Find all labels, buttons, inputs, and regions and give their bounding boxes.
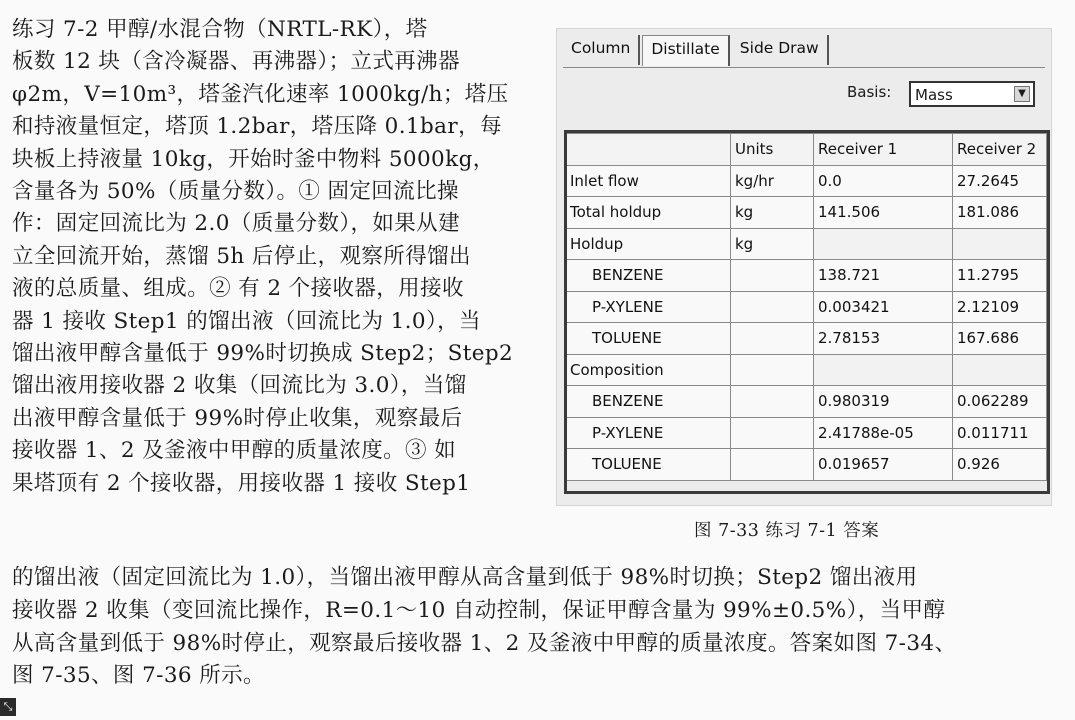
basis-select-value: Mass (915, 86, 953, 104)
value-cell[interactable]: 0.0 (814, 165, 953, 197)
unit-cell (731, 260, 814, 292)
text-line: 作：固定回流比为 2.0（质量分数），如果从建 (12, 211, 460, 237)
table-row (566, 291, 1047, 323)
table-row (566, 449, 1047, 481)
text-line: 器 1 接收 Step1 的馏出液（回流比为 1.0），当 (12, 308, 481, 334)
table-row (566, 197, 1047, 229)
table-row (566, 228, 1047, 260)
value-cell[interactable]: 181.086 (953, 197, 1047, 229)
table-row (566, 354, 1047, 386)
distillate-results-table (565, 133, 1047, 481)
tab-bar (563, 35, 831, 67)
header-cell (566, 134, 731, 166)
row-label: Composition (566, 354, 731, 386)
component-label: TOLUENE (566, 323, 731, 355)
text-line: 块板上持液量 10kg，开始时釜中物料 5000kg， (12, 146, 495, 172)
value-cell (953, 354, 1047, 386)
text-line: 接收器 1、2 及釜液中甲醇的质量浓度。③ 如 (12, 438, 457, 464)
component-label: TOLUENE (566, 449, 731, 481)
exercise-text-bottom (12, 562, 1067, 693)
value-cell[interactable]: 2.41788e-05 (814, 417, 953, 449)
text-line: 馏出液用接收器 2 收集（回流比为 3.0），当馏 (12, 373, 467, 399)
table-row (566, 323, 1047, 355)
tab-distillate[interactable]: Distillate (642, 35, 729, 66)
figure-caption: 图 7-33 练习 7-1 答案 (694, 521, 880, 541)
text-line: 液的总质量、组成。② 有 2 个接收器，用接收 (12, 276, 464, 302)
header-cell: Receiver 2 (953, 134, 1047, 166)
row-label: Total holdup (566, 197, 731, 229)
unit-cell (731, 323, 814, 355)
header-cell: Receiver 1 (814, 134, 953, 166)
tab-side-draw[interactable]: Side Draw (732, 35, 829, 65)
table-row (566, 260, 1047, 292)
unit-cell (731, 449, 814, 481)
text-line: 的馏出液（固定回流比为 1.0），当馏出液甲醇从高含量到低于 98%时切换；Step2 馏出液用 (12, 565, 918, 590)
value-cell[interactable]: 2.12109 (953, 291, 1047, 323)
value-cell[interactable]: 0.980319 (814, 386, 953, 418)
value-cell[interactable]: 2.78153 (814, 323, 953, 355)
row-label: Holdup (566, 228, 731, 260)
table-row (566, 165, 1047, 197)
value-cell[interactable]: 0.019657 (814, 449, 953, 481)
value-cell[interactable]: 141.506 (814, 197, 953, 229)
value-cell[interactable]: 0.011711 (953, 417, 1047, 449)
component-label: BENZENE (566, 386, 731, 418)
unit-cell: kg (731, 228, 814, 260)
text-line: 含量各为 50%（质量分数）。① 固定回流比操 (12, 179, 459, 205)
tab-divider (563, 67, 1045, 68)
aspen-results-screenshot (556, 28, 1052, 506)
value-cell (953, 228, 1047, 260)
text-line: 从高含量到低于 98%时停止，观察最后接收器 1、2 及釜液中甲醇的质量浓度。答案如图 7-34、 (12, 630, 957, 656)
table-row (566, 386, 1047, 418)
chevron-down-icon[interactable]: ▼ (1014, 86, 1030, 102)
unit-cell: kg (731, 197, 814, 229)
basis-label: Basis: (847, 83, 892, 101)
table-row (566, 417, 1047, 449)
text-line: 接收器 2 收集（变回流比操作，R=0.1～10 自动控制，保证甲醇含量为 99%±0.5%），当甲醇 (12, 597, 946, 623)
zoom-icon[interactable]: ⤡ (0, 698, 16, 716)
value-cell[interactable]: 27.2645 (953, 165, 1047, 197)
exercise-text-top (12, 14, 542, 500)
unit-cell (731, 417, 814, 449)
component-label: P-XYLENE (566, 417, 731, 449)
value-cell (814, 354, 953, 386)
text-line: 板数 12 块（含冷凝器、再沸器）；立式再沸器 (12, 49, 460, 75)
value-cell[interactable]: 0.926 (953, 449, 1047, 481)
unit-cell: kg/hr (731, 165, 814, 197)
unit-cell (731, 291, 814, 323)
text-line: 出液甲醇含量低于 99%时停止收集，观察最后 (12, 405, 463, 431)
value-cell (814, 228, 953, 260)
basis-select[interactable] (909, 81, 1035, 107)
text-line: 馏出液甲醇含量低于 99%时切换成 Step2；Step2 (12, 341, 514, 367)
text-line: 练习 7-2 甲醇/水混合物（NRTL-RK），塔 (12, 17, 428, 42)
text-line: 和持液量恒定，塔顶 1.2bar，塔压降 0.1bar，每 (12, 114, 502, 140)
row-label: Inlet flow (566, 165, 731, 197)
value-cell[interactable]: 138.721 (814, 260, 953, 292)
unit-cell (731, 386, 814, 418)
text-line: 图 7-35、图 7-36 所示。 (12, 663, 265, 689)
tab-column[interactable]: Column (563, 35, 640, 65)
unit-cell (731, 354, 814, 386)
value-cell[interactable]: 0.003421 (814, 291, 953, 323)
value-cell[interactable]: 11.2795 (953, 260, 1047, 292)
text-line: 立全回流开始，蒸馏 5h 后停止，观察所得馏出 (12, 243, 471, 269)
value-cell[interactable]: 0.062289 (953, 386, 1047, 418)
text-line: φ2m，V=10m³，塔釜汽化速率 1000kg/h；塔压 (12, 81, 509, 107)
text-line: 果塔顶有 2 个接收器，用接收器 1 接收 Step1 (12, 470, 471, 496)
value-cell[interactable]: 167.686 (953, 323, 1047, 355)
header-cell: Units (731, 134, 814, 166)
component-label: P-XYLENE (566, 291, 731, 323)
table-header-row (566, 134, 1047, 166)
component-label: BENZENE (566, 260, 731, 292)
